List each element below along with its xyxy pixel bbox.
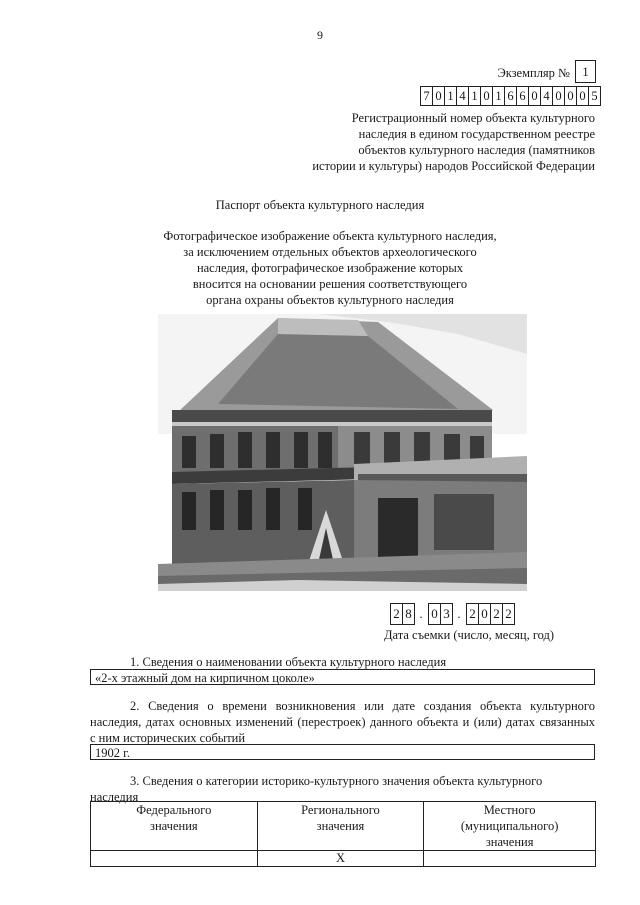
section3-heading-line: наследия bbox=[90, 790, 139, 804]
registration-digit: 0 bbox=[480, 86, 493, 106]
registration-digit: 5 bbox=[588, 86, 601, 106]
date-digit: 0 bbox=[428, 603, 441, 625]
category-header-line: (муниципального) bbox=[460, 819, 559, 833]
category-header-line: значения bbox=[485, 835, 534, 849]
registration-digit: 1 bbox=[492, 86, 505, 106]
photo-caption-line: за исключением отдельных объектов археологического bbox=[183, 245, 477, 259]
registration-digit: 1 bbox=[468, 86, 481, 106]
section2-value: 1902 г. bbox=[90, 744, 595, 760]
copy-number-box: 1 bbox=[575, 60, 596, 83]
date-digit: 2 bbox=[502, 603, 515, 625]
category-header-row bbox=[91, 802, 596, 851]
category-local-header bbox=[424, 802, 596, 851]
section2-heading-line: с ним исторических событий bbox=[90, 731, 246, 745]
photo-caption-line: наследия, фотографическое изображение которых bbox=[196, 261, 464, 275]
section1-value: «2-х этажный дом на кирпичном цоколе» bbox=[90, 669, 595, 685]
date-digit: 2 bbox=[490, 603, 503, 625]
photo-date bbox=[390, 603, 514, 625]
category-value-row bbox=[91, 851, 596, 867]
passport-title: Паспорт объекта культурного наследия bbox=[215, 198, 425, 212]
date-separator: . bbox=[457, 606, 461, 621]
registration-caption-line: Регистрационный номер объекта культурного bbox=[351, 111, 595, 125]
category-table bbox=[90, 801, 596, 867]
registration-caption-line: наследия в едином государственном реестре bbox=[358, 127, 595, 141]
photo-caption-line: органа охраны объектов культурного наследия bbox=[206, 293, 454, 307]
photo-caption-line: вносится на основании решения соответствующего bbox=[192, 277, 468, 291]
category-federal-header bbox=[91, 802, 258, 851]
photo-caption bbox=[140, 228, 520, 308]
registration-digit: 1 bbox=[444, 86, 457, 106]
page-number: 9 bbox=[317, 28, 323, 42]
photo-caption-line: Фотографическое изображение объекта культурного наследия, bbox=[163, 229, 497, 243]
section2-heading bbox=[90, 698, 595, 746]
registration-digit: 0 bbox=[564, 86, 577, 106]
registration-digit: 0 bbox=[528, 86, 541, 106]
photo-date-caption: Дата съемки (число, месяц, год) bbox=[384, 628, 555, 642]
date-digit: 0 bbox=[478, 603, 491, 625]
category-header-line: Местного bbox=[483, 803, 536, 817]
category-regional-value: Х bbox=[257, 851, 424, 867]
date-separator: . bbox=[419, 606, 423, 621]
date-digit: 3 bbox=[440, 603, 453, 625]
date-digit: 8 bbox=[402, 603, 415, 625]
category-federal-value bbox=[91, 851, 258, 867]
registration-digit: 0 bbox=[552, 86, 565, 106]
registration-digit: 4 bbox=[456, 86, 469, 106]
category-header-line: Регионального bbox=[301, 803, 380, 817]
registration-digit: 4 bbox=[540, 86, 553, 106]
copy-label: Экземпляр № bbox=[497, 66, 570, 80]
registration-digit: 0 bbox=[432, 86, 445, 106]
section3-heading-line: 3. Сведения о категории историко-культурного значения объекта культурного bbox=[130, 774, 543, 788]
registration-caption-line: истории и культуры) народов Российской Федерации bbox=[312, 159, 595, 173]
registration-digit: 7 bbox=[420, 86, 433, 106]
registration-caption-line: объектов культурного наследия (памятников bbox=[358, 143, 595, 157]
registration-digit: 0 bbox=[576, 86, 589, 106]
registration-number bbox=[420, 86, 600, 105]
category-header-line: значения bbox=[150, 819, 198, 833]
category-local-value bbox=[424, 851, 596, 867]
registration-digit: 6 bbox=[504, 86, 517, 106]
category-regional-header bbox=[257, 802, 424, 851]
registration-caption bbox=[265, 110, 595, 174]
section2-heading-line: наследия, датах основных изменений (перестроек) данного объекта и (или) датах связанных bbox=[90, 715, 595, 729]
category-header-line: значения bbox=[316, 819, 365, 833]
category-header-line: Федерального bbox=[136, 803, 212, 817]
building-photo bbox=[158, 314, 527, 591]
registration-digit: 6 bbox=[516, 86, 529, 106]
date-digit: 2 bbox=[390, 603, 403, 625]
section1-heading: 1. Сведения о наименовании объекта культурного наследия bbox=[130, 655, 447, 669]
date-digit: 2 bbox=[466, 603, 479, 625]
section2-heading-line: 2. Сведения о времени возникновения или дате создания объекта культурного bbox=[130, 699, 595, 713]
